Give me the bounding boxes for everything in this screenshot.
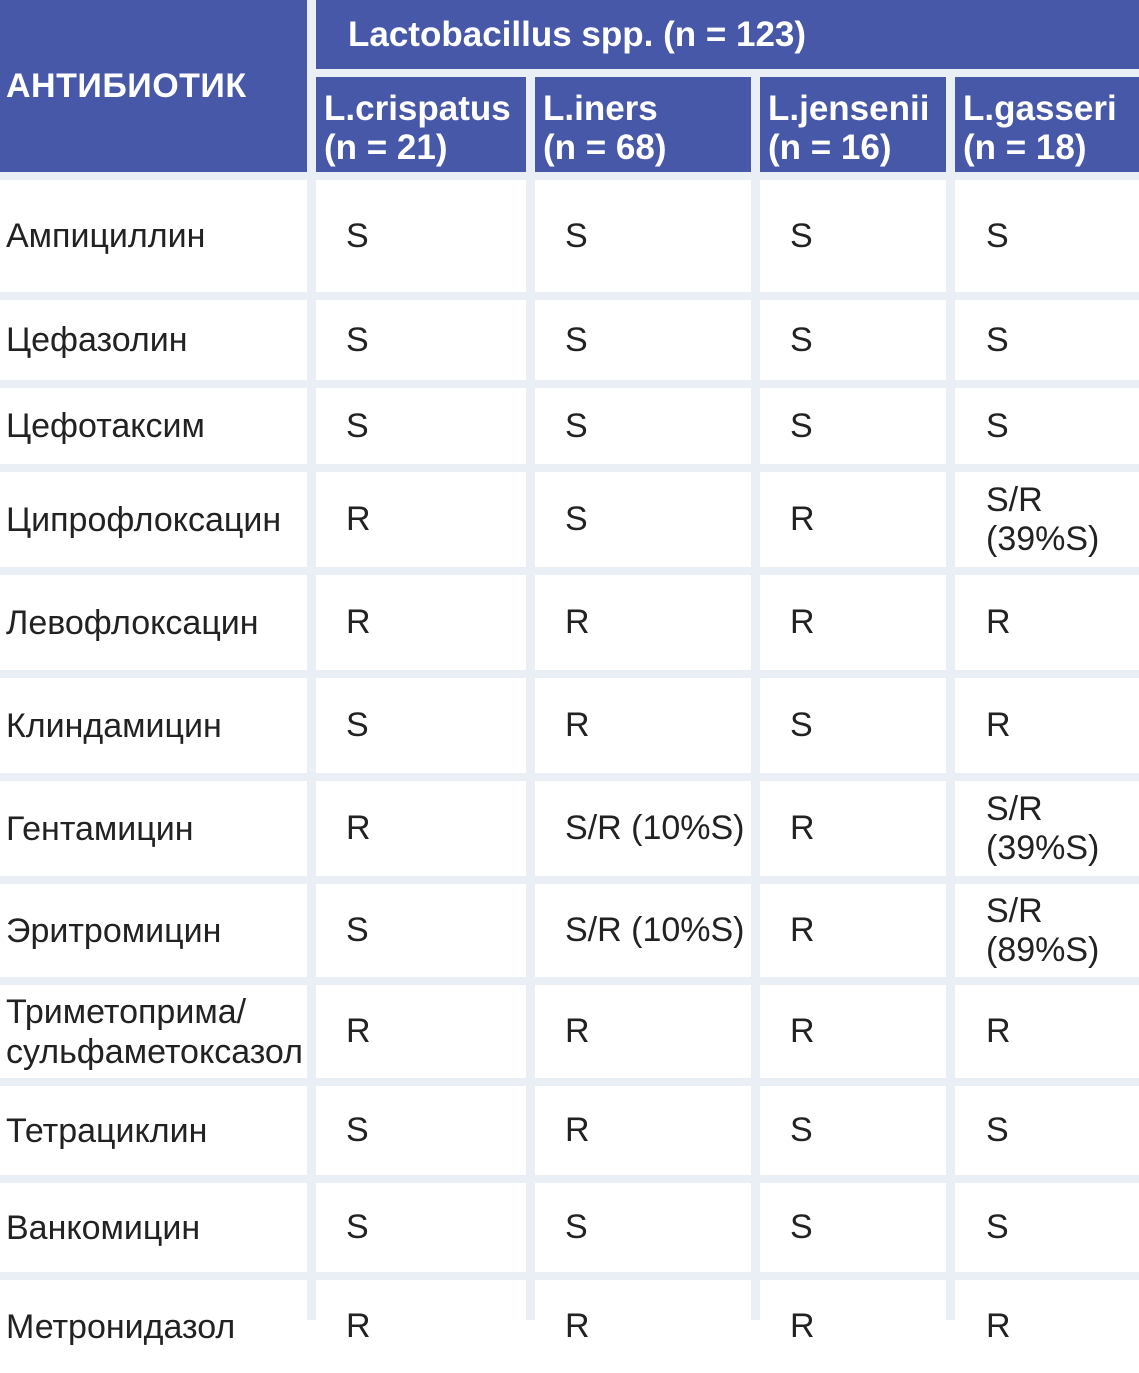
table-cell: S bbox=[316, 1086, 526, 1175]
antibiotic-name: Тетрациклин bbox=[0, 1086, 307, 1175]
table-cell: S bbox=[535, 180, 751, 292]
species-name: L.gasseri bbox=[963, 89, 1117, 128]
species-header-gasseri bbox=[955, 77, 1139, 172]
antibiotic-name: Левофлоксацин bbox=[0, 575, 307, 670]
table-cell: R bbox=[955, 985, 1139, 1078]
species-name: L.iners bbox=[543, 89, 658, 128]
table-cell: S bbox=[760, 300, 946, 380]
table-cell: S bbox=[316, 678, 526, 773]
table-cell: S bbox=[316, 300, 526, 380]
table-cell: R bbox=[955, 575, 1139, 670]
table-cell: R bbox=[535, 1086, 751, 1175]
table-cell: S bbox=[535, 300, 751, 380]
species-header-jensenii bbox=[760, 77, 946, 172]
table-cell: R bbox=[955, 1280, 1139, 1373]
species-name: L.crispatus bbox=[324, 89, 511, 128]
table-cell: S bbox=[316, 180, 526, 292]
table-cell: R bbox=[316, 985, 526, 1078]
table-cell: R bbox=[760, 472, 946, 567]
table-cell: S bbox=[316, 388, 526, 464]
antibiotic-name: Цефотаксим bbox=[0, 388, 307, 464]
species-count: (n = 18) bbox=[963, 128, 1087, 167]
lactobacillus-group-header: Lactobacillus spp. (n = 123) bbox=[316, 0, 1139, 69]
table-cell: R bbox=[760, 985, 946, 1078]
table-cell: R bbox=[760, 1280, 946, 1373]
table-cell: S/R (10%S) bbox=[535, 884, 751, 977]
table-cell: S/R (39%S) bbox=[955, 781, 1139, 876]
table-cell: R bbox=[955, 678, 1139, 773]
antibiotic-name: Ампициллин bbox=[0, 180, 307, 292]
table-cell: S bbox=[760, 678, 946, 773]
table-cell: R bbox=[535, 1280, 751, 1373]
species-name: L.jensenii bbox=[768, 89, 930, 128]
antibiotic-name: Цефазолин bbox=[0, 300, 307, 380]
table-cell: R bbox=[760, 884, 946, 977]
table-cell: S bbox=[760, 388, 946, 464]
table-cell: S bbox=[760, 1183, 946, 1272]
species-header-crispatus bbox=[316, 77, 526, 172]
antibiotic-column-header: АНТИБИОТИК bbox=[0, 0, 307, 172]
species-count: (n = 68) bbox=[543, 128, 667, 167]
table-cell: S/R (39%S) bbox=[955, 472, 1139, 567]
table-cell: S bbox=[955, 1086, 1139, 1175]
table-cell: S bbox=[535, 388, 751, 464]
antibiotic-name: Клиндамицин bbox=[0, 678, 307, 773]
table-cell: R bbox=[316, 575, 526, 670]
table-cell: S bbox=[535, 472, 751, 567]
table-cell: S bbox=[316, 884, 526, 977]
table-cell: S bbox=[316, 1183, 526, 1272]
table-cell: S bbox=[535, 1183, 751, 1272]
table-cell: S bbox=[760, 180, 946, 292]
antibiotic-name: Метронидазол bbox=[0, 1280, 307, 1373]
table-cell: S bbox=[955, 180, 1139, 292]
table-cell: S/R (10%S) bbox=[535, 781, 751, 876]
table-cell: S/R (89%S) bbox=[955, 884, 1139, 977]
antibiotic-name: Ципрофлоксацин bbox=[0, 472, 307, 567]
antibiotic-name: Гентамицин bbox=[0, 781, 307, 876]
table-cell: R bbox=[760, 781, 946, 876]
table-cell: S bbox=[955, 1183, 1139, 1272]
table-cell: R bbox=[535, 575, 751, 670]
table-cell: R bbox=[316, 781, 526, 876]
table-cell: S bbox=[760, 1086, 946, 1175]
species-count: (n = 21) bbox=[324, 128, 448, 167]
table-cell: S bbox=[955, 300, 1139, 380]
table-cell: R bbox=[316, 1280, 526, 1373]
antibiotic-name: Триметоприма/ сульфаметоксазол bbox=[0, 985, 307, 1078]
species-header-iners bbox=[535, 77, 751, 172]
table-cell: R bbox=[316, 472, 526, 567]
species-count: (n = 16) bbox=[768, 128, 892, 167]
table-cell: R bbox=[535, 985, 751, 1078]
table-cell: R bbox=[760, 575, 946, 670]
antibiotic-name: Эритромицин bbox=[0, 884, 307, 977]
antibiotic-name: Ванкомицин bbox=[0, 1183, 307, 1272]
table-cell: S bbox=[955, 388, 1139, 464]
table-cell: R bbox=[535, 678, 751, 773]
